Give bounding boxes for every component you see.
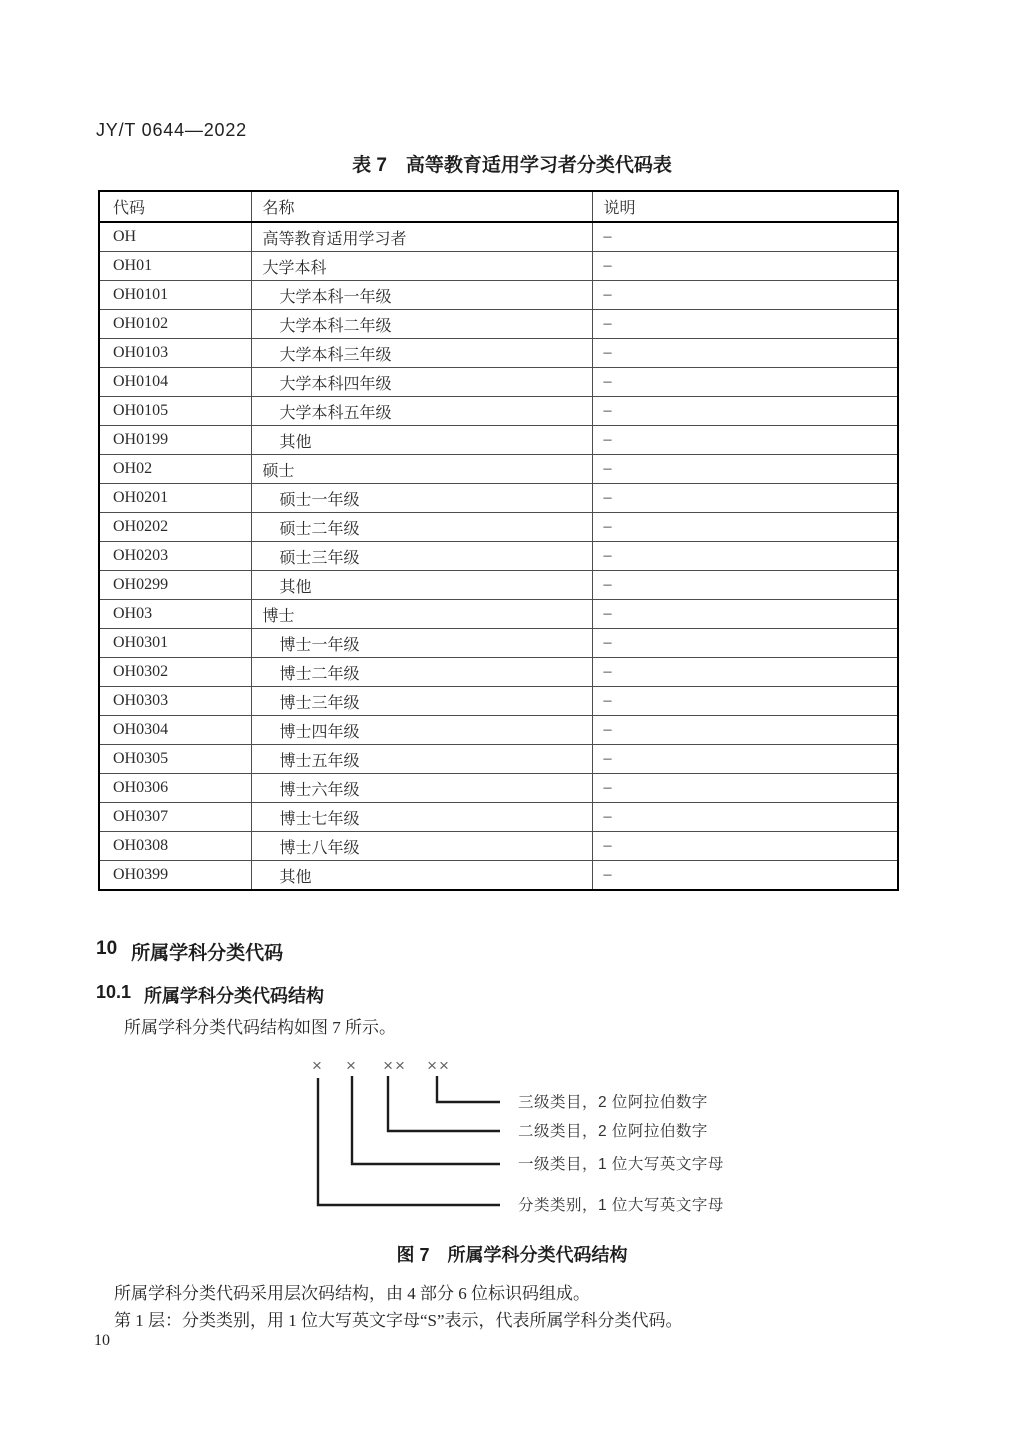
- name-cell: 大学本科一年级: [251, 281, 592, 310]
- table-row: [99, 658, 898, 687]
- code-cell: OH01: [99, 252, 251, 281]
- table-row: [99, 222, 898, 252]
- desc-cell: –: [592, 629, 898, 658]
- connector-line-level2: [388, 1076, 500, 1131]
- name-cell: 其他: [251, 571, 592, 600]
- code-cell: OH0102: [99, 310, 251, 339]
- code-placeholder-3: ××: [383, 1056, 407, 1075]
- name-cell: 大学本科三年级: [251, 339, 592, 368]
- name-cell: 博士六年级: [251, 774, 592, 803]
- code-placeholder-1: ×: [312, 1056, 324, 1075]
- desc-cell: –: [592, 571, 898, 600]
- figure-7-caption: 图 7 所属学科分类代码结构: [396, 1245, 628, 1265]
- page-number: 10: [94, 1332, 110, 1349]
- desc-cell: –: [592, 774, 898, 803]
- desc-cell: –: [592, 455, 898, 484]
- name-cell: 高等教育适用学习者: [251, 222, 592, 252]
- desc-cell: –: [592, 600, 898, 629]
- code-cell: OH: [99, 222, 251, 252]
- desc-cell: –: [592, 426, 898, 455]
- table-row: [99, 803, 898, 832]
- code-cell: OH0101: [99, 281, 251, 310]
- table-row: [99, 542, 898, 571]
- code-cell: OH0304: [99, 716, 251, 745]
- name-cell: 大学本科: [251, 252, 592, 281]
- name-cell: 博士八年级: [251, 832, 592, 861]
- code-cell: OH0201: [99, 484, 251, 513]
- table-row: [99, 861, 898, 891]
- desc-cell: –: [592, 339, 898, 368]
- desc-cell: –: [592, 484, 898, 513]
- desc-cell: –: [592, 222, 898, 252]
- code-cell: OH0308: [99, 832, 251, 861]
- code-placeholder-2: ×: [346, 1056, 358, 1075]
- body-paragraph-2: 第 1 层：分类类别，用 1 位大写英文字母“S”表示，代表所属学科分类代码。: [114, 1311, 683, 1330]
- table-row: [99, 252, 898, 281]
- desc-cell: –: [592, 832, 898, 861]
- table-header-row: [99, 191, 898, 222]
- figure-label-level3: 三级类目，2 位阿拉伯数字: [518, 1094, 708, 1111]
- name-cell: 博士二年级: [251, 658, 592, 687]
- intro-paragraph: 所属学科分类代码结构如图 7 所示。: [124, 1018, 396, 1037]
- desc-cell: –: [592, 252, 898, 281]
- section-number: 10: [96, 938, 118, 959]
- code-cell: OH0307: [99, 803, 251, 832]
- table-row: [99, 368, 898, 397]
- column-header-desc: 说明: [592, 191, 898, 222]
- table-row: [99, 310, 898, 339]
- connector-line-level3: [437, 1076, 500, 1102]
- name-cell: 博士五年级: [251, 745, 592, 774]
- desc-cell: –: [592, 368, 898, 397]
- desc-cell: –: [592, 687, 898, 716]
- desc-cell: –: [592, 716, 898, 745]
- figure-label-level1: 一级类目，1 位大写英文字母: [518, 1156, 724, 1173]
- desc-cell: –: [592, 542, 898, 571]
- name-cell: 其他: [251, 426, 592, 455]
- name-cell: 大学本科五年级: [251, 397, 592, 426]
- body-paragraph-1: 所属学科分类代码采用层次码结构，由 4 部分 6 位标识码组成。: [114, 1284, 590, 1303]
- learner-code-table: [98, 190, 899, 891]
- code-cell: OH0199: [99, 426, 251, 455]
- column-header-name: 名称: [251, 191, 592, 222]
- desc-cell: –: [592, 658, 898, 687]
- connector-line-category: [318, 1078, 500, 1205]
- table-row: [99, 832, 898, 861]
- code-cell: OH0305: [99, 745, 251, 774]
- code-cell: OH0299: [99, 571, 251, 600]
- table-row: [99, 571, 898, 600]
- code-cell: OH0203: [99, 542, 251, 571]
- table-row: [99, 426, 898, 455]
- table-row: [99, 745, 898, 774]
- code-cell: OH03: [99, 600, 251, 629]
- name-cell: 博士七年级: [251, 803, 592, 832]
- section-title: 所属学科分类代码: [131, 943, 284, 964]
- name-cell: 硕士: [251, 455, 592, 484]
- desc-cell: –: [592, 803, 898, 832]
- name-cell: 博士一年级: [251, 629, 592, 658]
- table-row: [99, 281, 898, 310]
- desc-cell: –: [592, 310, 898, 339]
- table-row: [99, 687, 898, 716]
- section-heading-10: [96, 938, 283, 965]
- table-7-title: 表 7 高等教育适用学习者分类代码表: [352, 155, 672, 176]
- code-cell: OH0105: [99, 397, 251, 426]
- code-cell: OH0202: [99, 513, 251, 542]
- figure-7-diagram: [290, 1045, 750, 1225]
- desc-cell: –: [592, 397, 898, 426]
- connector-line-level1: [352, 1076, 500, 1164]
- section-title: 所属学科分类代码结构: [144, 986, 325, 1006]
- code-cell: OH0306: [99, 774, 251, 803]
- code-cell: OH02: [99, 455, 251, 484]
- table-row: [99, 600, 898, 629]
- standard-number: JY/T 0644—2022: [96, 120, 247, 140]
- name-cell: 博士: [251, 600, 592, 629]
- code-cell: OH0302: [99, 658, 251, 687]
- code-cell: OH0303: [99, 687, 251, 716]
- section-heading-10-1: [96, 982, 324, 1008]
- name-cell: 博士四年级: [251, 716, 592, 745]
- name-cell: 博士三年级: [251, 687, 592, 716]
- name-cell: 其他: [251, 861, 592, 891]
- code-cell: OH0399: [99, 861, 251, 891]
- table-row: [99, 629, 898, 658]
- name-cell: 硕士三年级: [251, 542, 592, 571]
- desc-cell: –: [592, 745, 898, 774]
- table-row: [99, 774, 898, 803]
- section-number: 10.1: [96, 982, 132, 1002]
- desc-cell: –: [592, 513, 898, 542]
- table-row: [99, 513, 898, 542]
- name-cell: 硕士二年级: [251, 513, 592, 542]
- desc-cell: –: [592, 861, 898, 891]
- table-row: [99, 484, 898, 513]
- table-body: [99, 222, 898, 890]
- name-cell: 硕士一年级: [251, 484, 592, 513]
- code-cell: OH0103: [99, 339, 251, 368]
- code-placeholder-4: ××: [427, 1056, 451, 1075]
- table-row: [99, 716, 898, 745]
- figure-label-category: 分类类别，1 位大写英文字母: [518, 1197, 724, 1214]
- code-cell: OH0301: [99, 629, 251, 658]
- column-header-code: 代码: [99, 191, 251, 222]
- figure-label-level2: 二级类目，2 位阿拉伯数字: [518, 1123, 708, 1140]
- table-row: [99, 397, 898, 426]
- name-cell: 大学本科四年级: [251, 368, 592, 397]
- desc-cell: –: [592, 281, 898, 310]
- table-row: [99, 339, 898, 368]
- code-cell: OH0104: [99, 368, 251, 397]
- table-row: [99, 455, 898, 484]
- name-cell: 大学本科二年级: [251, 310, 592, 339]
